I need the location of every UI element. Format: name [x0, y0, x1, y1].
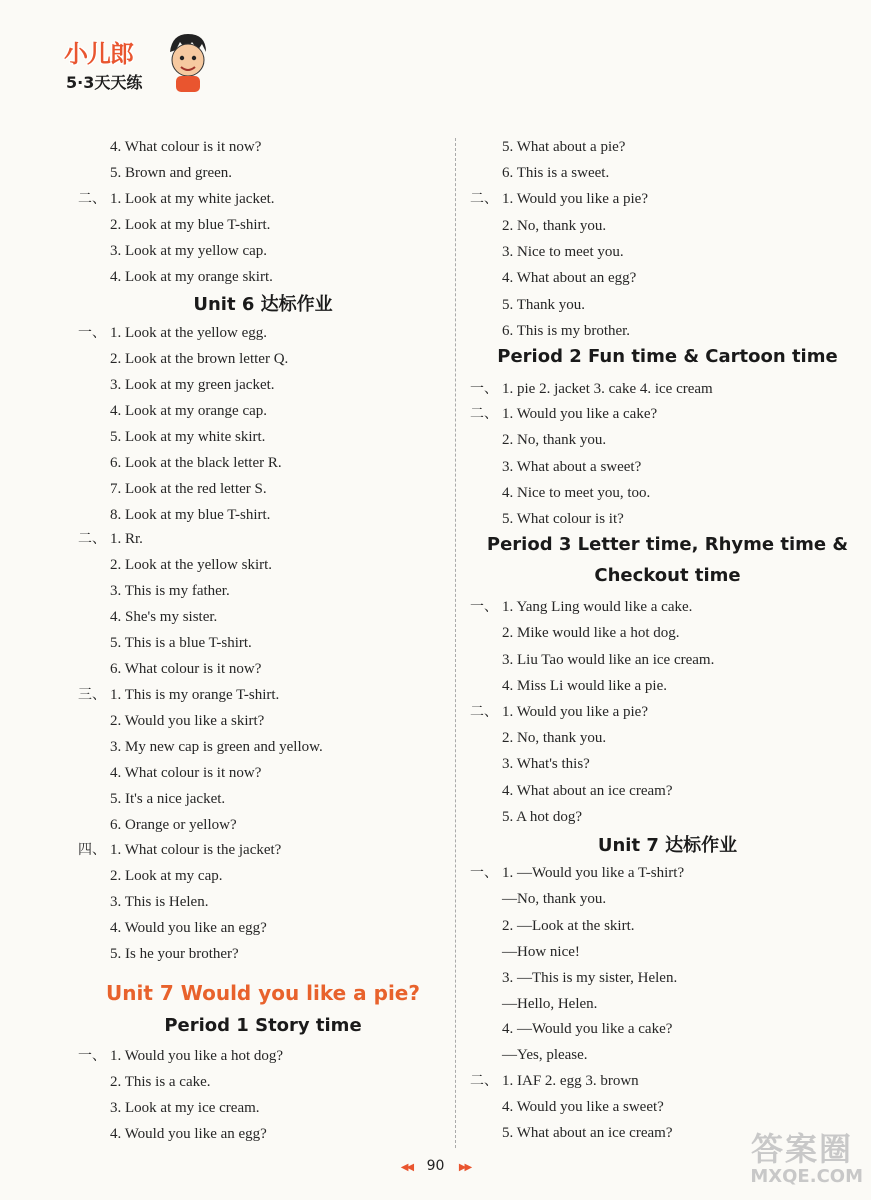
answer-text: 4. What colour is it now? [110, 765, 262, 781]
answer-text: 2. This is a cake. [110, 1074, 211, 1090]
answer-text: 1. Would you like a pie? [502, 191, 648, 207]
section-number: 三、 [78, 687, 106, 703]
answer-text: 3. This is my father. [110, 583, 230, 599]
answer-text: 1. pie 2. jacket 3. cake 4. ice cream [502, 381, 713, 397]
section-number: 二、 [470, 406, 498, 422]
section-heading: Period 2 Fun time & Cartoon time [497, 346, 838, 367]
answer-text: 4. Nice to meet you, too. [502, 485, 651, 501]
answer-text: 1. —Would you like a T-shirt? [502, 865, 685, 881]
watermark-url: MXQE.COM [750, 1166, 863, 1187]
answer-text: 3. —This is my sister, Helen. [502, 970, 678, 986]
answer-text: 3. Look at my green jacket. [110, 377, 275, 393]
next-arrows-icon: ▶▶ [458, 1162, 471, 1173]
answer-text: 3. Nice to meet you. [502, 244, 624, 260]
answer-text: 1. Yang Ling would like a cake. [502, 599, 693, 615]
answer-text: 4. Miss Li would like a pie. [502, 678, 667, 694]
answer-text: 4. What about an egg? [502, 270, 637, 286]
answer-text: 6. What colour is it now? [110, 661, 262, 677]
answer-text: 2. No, thank you. [502, 218, 607, 234]
answer-text: 3. Look at my yellow cap. [110, 243, 268, 259]
answer-text: 5. Thank you. [502, 297, 586, 313]
answer-text: 1. Rr. [110, 531, 143, 547]
answer-text: 4. What colour is it now? [110, 139, 262, 155]
watermark-text: 答案圈 [750, 1130, 853, 1168]
watermark [703, 1124, 863, 1194]
answer-text: 3. My new cap is green and yellow. [110, 739, 323, 755]
answer-text: 2. Look at my cap. [110, 868, 223, 884]
answer-text: 5. A hot dog? [502, 809, 583, 825]
section-number: 二、 [78, 191, 106, 207]
answer-text: —Hello, Helen. [502, 996, 598, 1012]
answer-text: 4. Would you like a sweet? [502, 1099, 664, 1115]
section-heading: Checkout time [594, 565, 741, 586]
answer-text: 5. What colour is it? [502, 511, 624, 527]
section-heading: Unit 7 Would you like a pie? [106, 981, 420, 1005]
answer-text: 1. Would you like a hot dog? [110, 1048, 284, 1064]
answer-text: 4. Would you like an egg? [110, 920, 267, 936]
answer-text: 5. What about an ice cream? [502, 1125, 673, 1141]
answer-text: 4. She's my sister. [110, 609, 218, 625]
answer-text: 1. Look at my white jacket. [110, 191, 275, 207]
section-number: 二、 [78, 531, 106, 547]
answer-text: 1. What colour is the jacket? [110, 842, 282, 858]
answer-text: 6. Orange or yellow? [110, 817, 237, 833]
answer-text: 2. Look at the yellow skirt. [110, 557, 273, 573]
section-number: 一、 [470, 599, 498, 615]
section-number: 一、 [470, 865, 498, 881]
answer-text: 5. It's a nice jacket. [110, 791, 226, 807]
answer-text: 5. Is he your brother? [110, 946, 239, 962]
answer-text: 5. This is a blue T-shirt. [110, 635, 252, 651]
answer-text: 5. Brown and green. [110, 165, 233, 181]
answer-text: 7. Look at the red letter S. [110, 481, 267, 497]
answer-text: 4. Look at my orange cap. [110, 403, 268, 419]
answer-text: 6. Look at the black letter R. [110, 455, 282, 471]
answer-text: 2. Would you like a skirt? [110, 713, 265, 729]
answer-text: —How nice! [502, 944, 580, 960]
answer-text: 1. Would you like a cake? [502, 406, 658, 422]
section-heading: Period 1 Story time [164, 1015, 362, 1036]
column-divider [455, 138, 456, 1148]
answer-text: 3. This is Helen. [110, 894, 209, 910]
section-number: 二、 [470, 1073, 498, 1089]
section-heading: Period 3 Letter time, Rhyme time & [486, 534, 849, 555]
section-heading: Unit 7 达标作业 [597, 835, 738, 856]
answer-text: 3. What's this? [502, 756, 590, 772]
answer-text: 2. No, thank you. [502, 432, 607, 448]
logo-subtitle: 5·3天天练 [66, 73, 143, 92]
answer-text: 4. —Would you like a cake? [502, 1021, 673, 1037]
answer-text: 3. What about a sweet? [502, 459, 642, 475]
answer-text: 4. Look at my orange skirt. [110, 269, 273, 285]
answer-text: 1. Would you like a pie? [502, 704, 648, 720]
answer-text: 5. Look at my white skirt. [110, 429, 266, 445]
answer-text: 1. IAF 2. egg 3. brown [502, 1073, 639, 1089]
answer-text: 1. Look at the yellow egg. [110, 325, 268, 341]
answer-text: 3. Liu Tao would like an ice cream. [502, 652, 715, 668]
section-number: 一、 [470, 381, 498, 397]
answer-text: 8. Look at my blue T-shirt. [110, 507, 271, 523]
answer-text: 2. Look at the brown letter Q. [110, 351, 289, 367]
answer-text: 4. Would you like an egg? [110, 1126, 267, 1142]
answer-text: 1. This is my orange T-shirt. [110, 687, 280, 703]
answer-text: 5. What about a pie? [502, 139, 626, 155]
brand-logo [62, 30, 212, 100]
section-number: 二、 [470, 704, 498, 720]
page-number: 90 [426, 1158, 445, 1174]
answer-text: 2. Look at my blue T-shirt. [110, 217, 271, 233]
logo-title: 小儿郎 [64, 40, 133, 68]
section-number: 一、 [78, 325, 106, 341]
section-number: 一、 [78, 1048, 106, 1064]
answer-text: 3. Look at my ice cream. [110, 1100, 260, 1116]
answer-text: 6. This is a sweet. [502, 165, 610, 181]
answer-text: —Yes, please. [502, 1047, 588, 1063]
answer-text: 2. —Look at the skirt. [502, 918, 635, 934]
mascot-icon [162, 30, 212, 94]
answer-text: 2. No, thank you. [502, 730, 607, 746]
section-number: 四、 [78, 842, 106, 858]
answer-text: 2. Mike would like a hot dog. [502, 625, 680, 641]
section-heading: Unit 6 达标作业 [193, 294, 333, 315]
answer-text: —No, thank you. [502, 891, 607, 907]
prev-arrows-icon: ◀◀ [400, 1162, 413, 1173]
answer-text: 4. What about an ice cream? [502, 783, 673, 799]
answer-text: 6. This is my brother. [502, 323, 631, 339]
section-number: 二、 [470, 191, 498, 207]
